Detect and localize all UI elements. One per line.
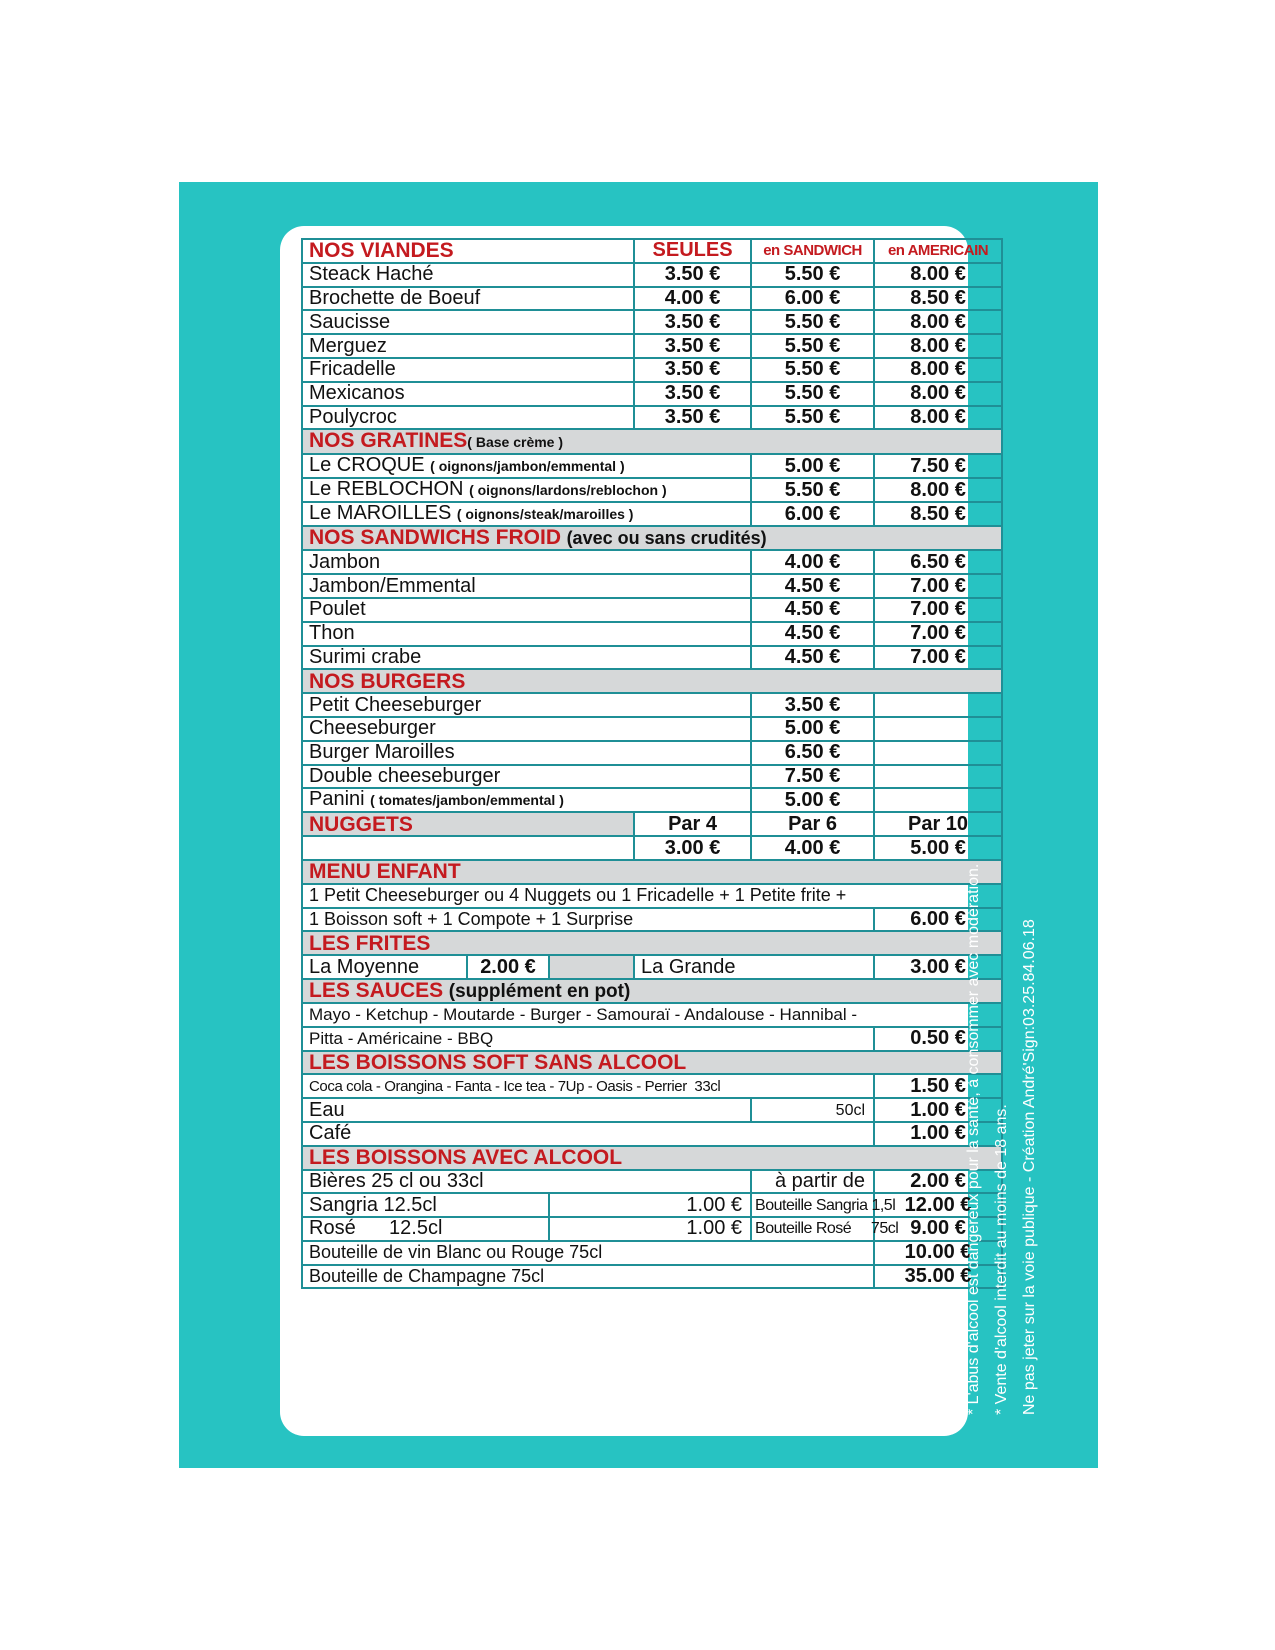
- sauces-note: (supplément en pot): [448, 980, 631, 1002]
- price-americain: 7.00 €: [874, 598, 1002, 622]
- table-row: [302, 908, 1002, 932]
- price-sandwich: 4.50 €: [751, 646, 874, 670]
- eau-name: Eau: [302, 1098, 751, 1122]
- price-sandwich: 4.50 €: [751, 598, 874, 622]
- table-row: [302, 502, 1002, 526]
- sangria-bottle-price: 12.00 €: [874, 1193, 1002, 1217]
- soft-price: 1.50 €: [874, 1074, 1002, 1098]
- item-name: Jambon: [302, 550, 751, 574]
- price-sandwich: 5.50 €: [751, 334, 874, 358]
- table-row: [302, 358, 1002, 382]
- col-americain: en AMERICAIN: [874, 239, 1002, 263]
- frites-grande: La Grande: [634, 955, 874, 979]
- gratine-detail: ( oignons/steak/maroilles ): [456, 506, 634, 523]
- gratines-title: NOS GRATINES: [309, 429, 468, 453]
- price-sandwich: 6.50 €: [751, 741, 874, 765]
- rose-name: Rosé 12.5cl: [302, 1217, 549, 1241]
- item-name: Surimi crabe: [302, 646, 751, 670]
- sangria-bottle: Bouteille Sangria 1,5l: [751, 1193, 874, 1217]
- table-row: [302, 836, 1002, 860]
- table-row: [302, 1122, 1002, 1146]
- gratine-name: Le CROQUE: [309, 454, 425, 477]
- table-row: [302, 263, 1002, 287]
- price-americain: 7.00 €: [874, 646, 1002, 670]
- table-row: [302, 382, 1002, 406]
- table-row: [302, 1170, 1002, 1194]
- table-row: [302, 788, 1002, 812]
- nuggets-title: NUGGETS: [302, 812, 634, 836]
- gratines-note: ( Base crème ): [467, 434, 564, 451]
- eau-price: 1.00 €: [874, 1098, 1002, 1122]
- soft-list: Coca cola - Orangina - Fanta - Ice tea - 7Up - Oasis - Perrier: [309, 1077, 687, 1095]
- sauces-header-row: [302, 979, 1002, 1003]
- price-seules: 3.50 €: [634, 334, 751, 358]
- price-americain: 7.50 €: [874, 454, 1002, 478]
- item-name: [302, 788, 751, 812]
- frites-moyenne-price: 2.00 €: [467, 955, 549, 979]
- col-sandwich: en SANDWICH: [751, 239, 874, 263]
- item-name: Poulycroc: [302, 406, 634, 430]
- table-row: [302, 741, 1002, 765]
- item-name: Cheeseburger: [302, 717, 751, 741]
- price-seules: 3.50 €: [634, 358, 751, 382]
- nuggets-par6: Par 6: [751, 812, 874, 836]
- sandwichs-title: NOS SANDWICHS FROID: [309, 526, 561, 550]
- item-name: Thon: [302, 622, 751, 646]
- item-name: Burger Maroilles: [302, 741, 751, 765]
- enfant-price: 6.00 €: [874, 908, 1002, 932]
- panini-name: Panini: [309, 788, 365, 811]
- disclaimer-age: * Vente d'alcool interdit au moins de 18 ans.: [993, 1104, 1010, 1415]
- price-sandwich: 7.50 €: [751, 765, 874, 789]
- price-seules: 3.50 €: [634, 310, 751, 334]
- table-row: [302, 1003, 1002, 1027]
- disclaimer-alcohol: * L'abus d'alcool est dangereux pour la santé, à consommer avec modération.: [965, 863, 982, 1415]
- price-americain: 8.50 €: [874, 502, 1002, 526]
- section-header: [302, 526, 1002, 550]
- sandwichs-note: (avec ou sans crudités): [566, 528, 767, 549]
- gratine-detail: ( oignons/jambon/emmental ): [430, 458, 625, 475]
- table-row: [302, 693, 1002, 717]
- price-americain: 7.00 €: [874, 574, 1002, 598]
- price-sandwich: 5.50 €: [751, 478, 874, 502]
- price-americain: 8.00 €: [874, 478, 1002, 502]
- table-row: [302, 287, 1002, 311]
- cafe-name: Café: [302, 1122, 874, 1146]
- table-row: [302, 1027, 1002, 1051]
- gratines-header-row: [302, 429, 1002, 454]
- alcool-header-row: [302, 1146, 1002, 1170]
- rose-bottle-price: 9.00 €: [874, 1217, 1002, 1241]
- alcool-title: LES BOISSONS AVEC ALCOOL: [302, 1146, 1002, 1170]
- nuggets-price4: 3.00 €: [634, 836, 751, 860]
- item-name: Jambon/Emmental: [302, 574, 751, 598]
- price-sandwich: 5.50 €: [751, 310, 874, 334]
- sauces-title: LES SAUCES: [309, 978, 444, 1002]
- price-americain: 8.00 €: [874, 334, 1002, 358]
- price-seules: 4.00 €: [634, 287, 751, 311]
- sauces-line1: Mayo - Ketchup - Moutarde - Burger - Samouraï - Andalouse - Hannibal -: [302, 1003, 1002, 1027]
- item-name: Poulet: [302, 598, 751, 622]
- soft-name: [302, 1074, 874, 1098]
- price-sandwich: 4.00 €: [751, 550, 874, 574]
- menu-table: [301, 238, 1003, 1289]
- vin-name: Bouteille de vin Blanc ou Rouge 75cl: [302, 1241, 874, 1265]
- side-disclaimer: [960, 864, 1044, 1415]
- empty-cell: [874, 693, 1002, 717]
- frites-header-row: [302, 931, 1002, 955]
- table-row: [302, 884, 1002, 908]
- sauces-line2: Pitta - Américaine - BBQ: [302, 1027, 874, 1051]
- sangria-name: Sangria 12.5cl: [302, 1193, 549, 1217]
- price-sandwich: 5.00 €: [751, 717, 874, 741]
- soft-header-row: [302, 1051, 1002, 1075]
- enfant-title: MENU ENFANT: [302, 860, 1002, 884]
- burgers-header-row: [302, 669, 1002, 693]
- table-row: [302, 1074, 1002, 1098]
- empty-cell: [874, 717, 1002, 741]
- table-row: [302, 334, 1002, 358]
- item-name: [302, 454, 751, 478]
- price-sandwich: 6.00 €: [751, 287, 874, 311]
- table-row: [302, 550, 1002, 574]
- price-americain: 8.00 €: [874, 406, 1002, 430]
- price-sandwich: 5.00 €: [751, 788, 874, 812]
- table-row: [302, 406, 1002, 430]
- section-header: [302, 429, 1002, 454]
- sangria-price: 1.00 €: [549, 1193, 751, 1217]
- price-americain: 8.00 €: [874, 263, 1002, 287]
- price-sandwich: 5.00 €: [751, 454, 874, 478]
- frites-title: LES FRITES: [302, 931, 1002, 955]
- price-sandwich: 5.50 €: [751, 263, 874, 287]
- champagne-price: 35.00 €: [874, 1265, 1002, 1289]
- item-name: Merguez: [302, 334, 634, 358]
- price-sandwich: 4.50 €: [751, 622, 874, 646]
- table-row: [302, 955, 1002, 979]
- price-sandwich: 5.50 €: [751, 358, 874, 382]
- gratine-name: Le REBLOCHON: [309, 478, 464, 501]
- price-sandwich: 3.50 €: [751, 693, 874, 717]
- table-row: [302, 1098, 1002, 1122]
- enfant-header-row: [302, 860, 1002, 884]
- empty-cell: [874, 765, 1002, 789]
- table-row: [302, 574, 1002, 598]
- bieres-name: Bières 25 cl ou 33cl: [302, 1170, 751, 1194]
- table-row: [302, 1265, 1002, 1289]
- table-row: [302, 598, 1002, 622]
- viandes-title: NOS VIANDES: [302, 239, 634, 263]
- empty-cell: [874, 741, 1002, 765]
- cafe-price: 1.00 €: [874, 1122, 1002, 1146]
- gratine-detail: ( oignons/lardons/reblochon ): [469, 482, 667, 499]
- enfant-line1: 1 Petit Cheeseburger ou 4 Nuggets ou 1 Fricadelle + 1 Petite frite +: [302, 884, 1002, 908]
- nuggets-price6: 4.00 €: [751, 836, 874, 860]
- table-row: [302, 717, 1002, 741]
- col-seules: SEULES: [634, 239, 751, 263]
- sauces-price: 0.50 €: [874, 1027, 1002, 1051]
- table-row: [302, 310, 1002, 334]
- gratine-name: Le MAROILLES: [309, 502, 452, 525]
- panini-detail: ( tomates/jambon/emmental ): [370, 792, 564, 809]
- frites-moyenne: La Moyenne: [302, 955, 467, 979]
- price-seules: 3.50 €: [634, 406, 751, 430]
- section-header: [302, 979, 1002, 1003]
- item-name: Mexicanos: [302, 382, 634, 406]
- viandes-header-row: [302, 239, 1002, 263]
- price-seules: 3.50 €: [634, 382, 751, 406]
- item-name: Saucisse: [302, 310, 634, 334]
- rose-bottle: Bouteille Rosé 75cl: [751, 1217, 874, 1241]
- table-row: [302, 478, 1002, 502]
- price-sandwich: 4.50 €: [751, 574, 874, 598]
- table-row: [302, 622, 1002, 646]
- price-americain: 8.00 €: [874, 310, 1002, 334]
- nuggets-header-row: [302, 812, 1002, 836]
- sandwichs-header-row: [302, 526, 1002, 550]
- bieres-from: à partir de: [751, 1170, 874, 1194]
- item-name: Steack Haché: [302, 263, 634, 287]
- table-row: [302, 454, 1002, 478]
- soft-title: LES BOISSONS SOFT SANS ALCOOL: [302, 1051, 1002, 1075]
- table-row: [302, 1217, 1002, 1241]
- empty-cell: [874, 788, 1002, 812]
- table-row: [302, 1241, 1002, 1265]
- nuggets-price10: 5.00 €: [874, 836, 1002, 860]
- item-name: [302, 502, 751, 526]
- price-sandwich: 5.50 €: [751, 406, 874, 430]
- table-row: [302, 1193, 1002, 1217]
- bieres-price: 2.00 €: [874, 1170, 1002, 1194]
- price-americain: 6.50 €: [874, 550, 1002, 574]
- soft-volume: 33cl: [694, 1077, 721, 1095]
- item-name: Fricadelle: [302, 358, 634, 382]
- item-name: [302, 478, 751, 502]
- empty-cell: [549, 955, 634, 979]
- price-americain: 8.50 €: [874, 287, 1002, 311]
- item-name: Petit Cheeseburger: [302, 693, 751, 717]
- price-seules: 3.50 €: [634, 263, 751, 287]
- item-name: Double cheeseburger: [302, 765, 751, 789]
- vin-price: 10.00 €: [874, 1241, 1002, 1265]
- nuggets-par4: Par 4: [634, 812, 751, 836]
- nuggets-par10: Par 10: [874, 812, 1002, 836]
- item-name: Brochette de Boeuf: [302, 287, 634, 311]
- price-americain: 7.00 €: [874, 622, 1002, 646]
- eau-volume: 50cl: [751, 1098, 874, 1122]
- price-sandwich: 6.00 €: [751, 502, 874, 526]
- price-sandwich: 5.50 €: [751, 382, 874, 406]
- enfant-line2: 1 Boisson soft + 1 Compote + 1 Surprise: [302, 908, 874, 932]
- price-americain: 8.00 €: [874, 382, 1002, 406]
- table-row: [302, 765, 1002, 789]
- price-americain: 8.00 €: [874, 358, 1002, 382]
- frites-grande-price: 3.00 €: [874, 955, 1002, 979]
- champagne-name: Bouteille de Champagne 75cl: [302, 1265, 874, 1289]
- table-row: [302, 646, 1002, 670]
- disclaimer-credit: Ne pas jeter sur la voie publique - Création André'Sign:03.25.84.06.18: [1021, 919, 1038, 1415]
- burgers-title: NOS BURGERS: [302, 669, 1002, 693]
- empty-cell: [302, 836, 634, 860]
- rose-price: 1.00 €: [549, 1217, 751, 1241]
